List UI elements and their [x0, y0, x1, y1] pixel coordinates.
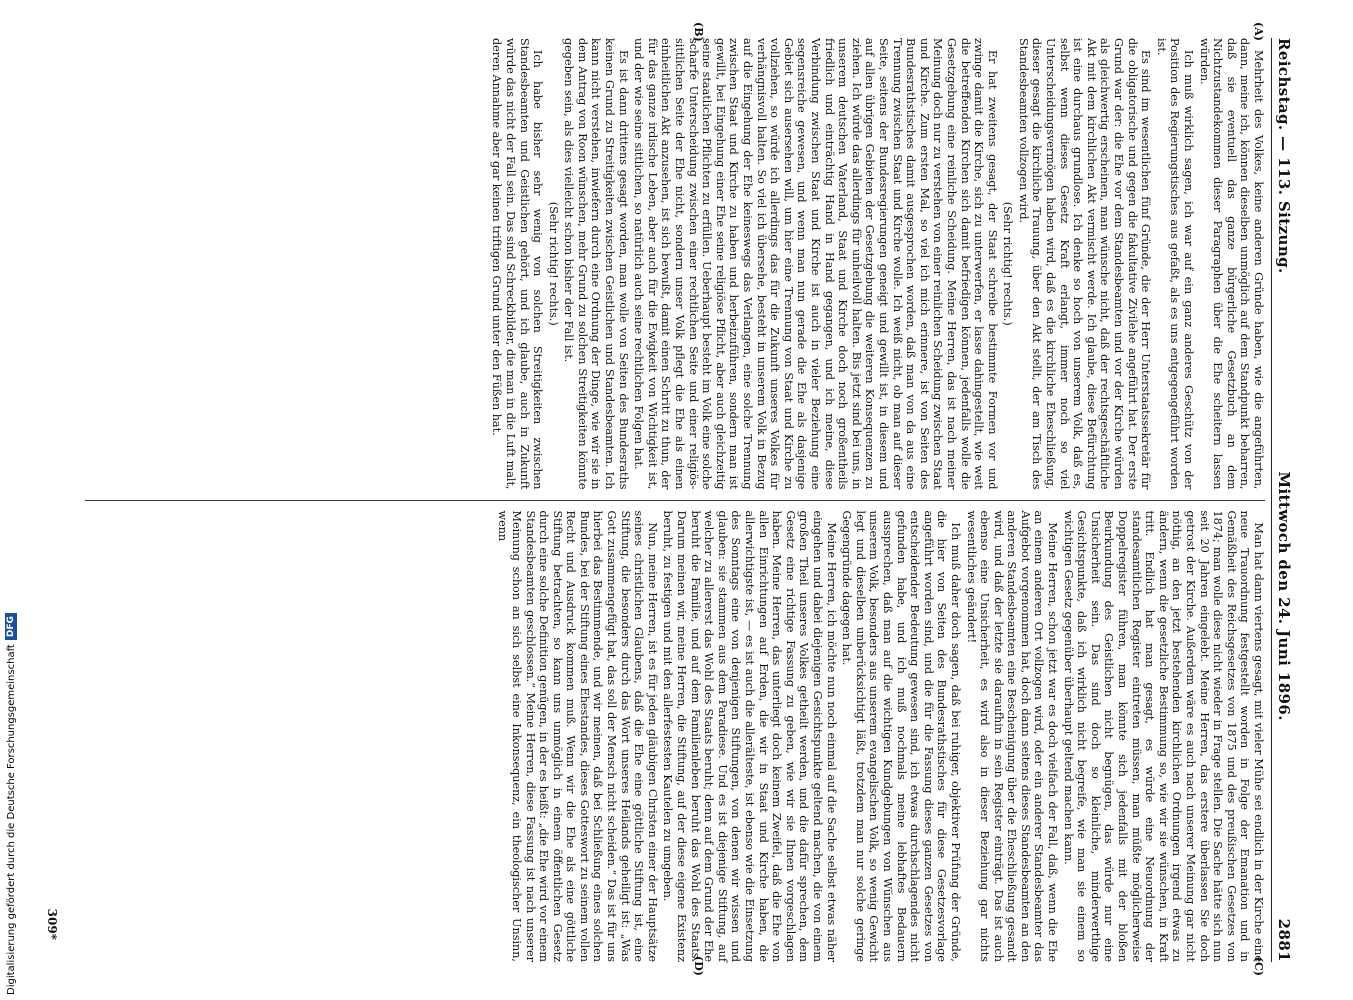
margin-marker-b: (B) [692, 22, 705, 42]
paragraph: Meine Herren, schon jetzt war es doch vielfach der Fall, daß, wenn die Ehe an einem anderen Ort vollzogen wird, oder ein anderer Standesbeamter das Aufgebot vorgenommen hat, doch dann seitens dieses Standesbeamten an den anderen Standesbeamten eine Bescheinigung über die Eheschließung gesandt wird, und daß der letzte sie daraufhin in sein Register einträgt. Das ist auch ebenso eine Unsicherheit, es wird also in dieser Beziehung gar nichts wesentliches geändert! [964, 510, 1060, 962]
digitization-credit [2, 600, 20, 995]
margin-marker-c: (C) [1252, 956, 1265, 976]
margin-marker-a: (A) [1252, 22, 1265, 41]
paragraph: Ich muß wirklich sagen, ich war auf ein ganz anderes Geschütz von der Position des Regierungstisches aus gefaßt, als es uns entgegengeführt worden ist. [1154, 38, 1196, 490]
page-header [1271, 38, 1293, 962]
paragraph: Ich muß daher doch sagen, daß bei ruhiger, objektiver Prüfung der Gründe, die hier von Seiten des Bundesrathstisches für diese Gesetzesvorlage angeführt worden sind, und die für die Fassung dieses ganzen Gesetzes von entscheidender Bedeutung gewesen sind, ich etwas durchschlagendes nicht gefunden habe, und ich muß nochmals meine lebhaftes Bedauern aussprechen, daß man auf die wichtigen Kundgebungen von Wünschen aus unserem Volk, besonders aus unserem evangelischen Volk, so wenig Gewicht legt und dieselben unberücksichtigt läßt, trotzdem man nur solche geringe Gegengründe dagegen hat. [840, 510, 962, 962]
signature-mark: 309* [45, 908, 59, 940]
margin-marker-d: (D) [692, 956, 705, 976]
paragraph: Mehrheit des Volkes, keine anderen Gründe haben, wie die angeführten, dann, meine ich, können dieselben unmöglich auf dem Standpunkt beharren, daß sie eventuell das ganze bürgerliche Gesetzbuch an dem Nichtzustandekommen dieser Paragraphen über die Ehe scheitern lassen würden. [1197, 38, 1265, 490]
paragraph: Es sind im wesentlichen fünf Gründe, die der Herr Unterstaatssekretär für die obligatorische und gegen die fakultative Zivilehe angeführt hat. Der erste Grund war der: die Ehe vor dem Standesbeamten und vor der Kirche würden als gleichwertig erscheinen, man wünsche nicht, daß der rechtsgeschäftliche Akt mit dem kirchlichen Akt vermischt werde. Ich glaube, diese Befürchtung ist eine durchaus grundlose. Ich denke so hoch von unserem Volk, daß es, selbst wenn dieses Gesetz Kraft erlangt, immer noch so viel Unterscheidungsvermögen haben wird, daß es die kirchliche Eheschließung, dieser gesagt die kirchliche Trauung, über den Akt stellt, der am Tisch des Standesbeamten vollzogen wird. [1016, 38, 1153, 490]
text-columns [85, 22, 1265, 976]
header-right: Mittwoch den 24. Juni 1896. [1275, 471, 1293, 721]
left-column [85, 22, 1265, 490]
credit-text: Digitalisierung gefördert durch die Deutsche Forschungsgemeinschaft [5, 644, 17, 995]
paragraph: Meine Herren, ich möchte nun noch einmal auf die Sache selbst etwas näher eingehen und dabei diejenigen Gesichtspunkte geltend machen, die von einem großen Theil unseres Volkes getheilt werden, und die dafür sprechen, dem Gesetz eine richtige Fassung zu geben, wie wir sie Ihnen vorgeschlagen haben. Meine Herren, das unterliegt doch keinem Zweifel, daß die Ehe von allen Einrichtungen auf Erden, die wir in Staat und Kirche haben, die allerwichtigste ist, — es ist auch die allerälteste, ist ebenso wie die Einsetzung des Sonntags eine von denjenigen Stiftungen, von denen wir wissen und glauben: sie stammen aus dem Paradiese. Und es ist diejenige Stiftung, auf welcher zu allererst das Wohl des Staats beruht; denn auf dem Grund der Ehe beruht die Familie, und auf dem Familienleben beruht das Wohl des Staats. Darum meinen wir, meine Herren, die Stiftung, auf der diese eigene Existenz beruht, zu festigen und mit den allerfestesten Kautelen zu umgeben. [661, 510, 838, 962]
paragraph: (Sehr richtig! rechts.) [546, 201, 560, 326]
paragraph: Es ist dann drittens gesagt worden, man wolle von Seiten des Bundesraths keinen Grund zu Streitigkeiten zwischen Geistlichen und Standesbeamten. Ich kann nicht verstehen, inwiefern durch eine Ordnung der Dinge, wie wir sie in dem Antrag von Roon wünschen, mehr Grund zu solchen Streitigkeiten könnte gegeben sein, als dies vielleicht schon bisher der Fall ist. [562, 38, 630, 490]
dfg-logo: DFG [5, 613, 17, 640]
column-divider [85, 500, 1265, 501]
paragraph: Er hat zweitens gesagt, der Staat schreibe bestimmte Formen vor und zwinge damit die Kirche, sich zu unterwerfen, er lasse dahingestellt, wie weit die betreffenden Kirchen sich damit befriedigen können, jedenfalls wolle die Gesetzgebung eine reinliche Scheidung. Meine Herren, das ist nach meiner Meinung doch nur zu verstehen von einer reinlichen Scheidung zwischen Staat und Kirche. Zum ersten Mal, so viel ich mich erinnere, ist von Seiten des Bundesrathstisches damit ausgesprochen worden, daß man von da aus eine Trennung zwischen Staat und Kirche wolle. Ich weiß nicht, ob man auf dieser Seite, seitens der Bundesregierungen geneigt und gewillt ist, in diesem und auf allen übrigen Gebieten der Gesetzgebung die weiteren Konsequenzen zu ziehen. Ich würde das allerdings für unheilvoll halten. Bis jetzt sind bei uns, in unserem deutschen Vaterland, Staat und Kirche doch noch großentheils friedlich und einträchtig Hand in Hand gegangen, und ich meine, diese Verbindung zwischen Staat und Kirche ist auch in vieler Beziehung eine segensreiche gewesen, und wenn man nun gerade die Ehe als dasjenige Gebiet sich ausersehen will, um hier eine Trennung von Staat und Kirche zu vollziehen, so würde ich allerdings das für die Zukunft unseres Volkes für verhängnisvoll halten. So viel ich übersehe, besteht in unserem Volk in Bezug auf die Eingehung der Ehe keineswegs das Verlangen, eine solche Trennung zwischen Staat und Kirche zu haben und herbeizuführen, sondern man ist gewillt, bei Eingehung einer Ehe seine religiöse Pflicht, aber auch gleichzeitig seine staatlichen Pflichten zu erfüllen. Ueberhaupt besteht im Volk eine solche scharfe Unterscheidung zwischen einer rechtlichen Seite und einer religiös-sittlichen Seite der Ehe nicht, sondern unser Volk pflegt die Ehe als einen einheitlichen Akt anzusehen, ist sich bewußt, damit einen Schritt zu thun, der für das ganze irdische Leben, aber auch für die Ewigkeit von Wichtigkeit ist, und der wie seine sittlichen, so natürlich auch seine rechtlichen Folgen hat. [632, 38, 999, 490]
rotated-newspaper-page [45, 20, 1305, 980]
paragraph: Ich habe bisher sehr wenig von solchen Streitigkeiten zwischen Standesbeamten und Geistlichen gehört, und ich glaube, auch in Zukunft würde das nicht der Fall sein. Das sind Schreckbilder, die man in die Luft malt, deren Annahme aber gar keinen triftigen Grund unter den Füßen hat. [490, 38, 545, 490]
header-left: Reichstag. — 113. Sitzung. [1275, 38, 1293, 274]
page-number: 2881 [1275, 918, 1293, 962]
paragraph: (Sehr richtig! rechts.) [1001, 201, 1015, 326]
paragraph: Nun, meine Herren, ist es für jeden gläubigen Christen einer der Hauptsätze seines christlichen Glaubens, daß die Ehe eine göttliche Stiftung ist, eine Stiftung, die besonders durch das Wort unseres Heilands geheiligt ist: „Was Gott zusammengefügt hat, das soll der Mensch nicht scheiden.“ Das ist für uns hierbei das Bestimmende, und wir meinen, daß bei Schließung eines solchen Bundes, bei der Stiftung eines Ehestandes, dieses Gotteswort zu seinem vollen Recht und Ausdruck kommen muß. Wenn wir die Ehe als eine göttliche Stiftung betrachten, so kann uns unmöglich in einem öffentlichen Gesetz durch eine solche Definition genügen, in der es heißt: „die Ehe wird vor einem Standesbeamten geschlossen.“ Meine Herren, diese Fassung ist nach unserer Meinung schon an sich selbst eine Inkonsequenz, ein theologischer Unsinn, wenn [496, 510, 659, 962]
right-column [85, 510, 1265, 976]
paragraph: Man hat dann viertens gesagt, mit vieler Mühe sei endlich in der Kirche eine neue Trauordnung festgestellt worden in Folge der Emanation und in Gemäßheit des Reichsgesetzes von 1875 und des preußischen Gesetzes von 1874; man wolle diese nicht wieder in Frage stellen. Die Sache hätte sich nun seit 20 Jahren eingelebt. Meine Herren, das erstere überlassen Sie doch getrost der Kirche. Außerdem wäre es auch nach unserer Meinung gar nicht nöthig, an den jetzt bestehenden kirchlichen Ordnungen irgend etwas zu ändern, wenn die gesetzliche Bestimmung so, wie wir sie wünschen, in Kraft tritt. Endlich hat man gesagt, es würde eine Neuordnung der standesamtlichen Register eintreten müssen, man müßte möglicherweise Doppelregister führen, man könnte sich jedenfalls mit der bloßen Beurkundung des Geistlichen nicht begnügen, das würde nur eine Unsicherheit sein. Das sind doch so kleinliche, minderwerthige Gesichtspunkte, daß ich wirklich nicht begreife, wie man sie einem so wichtigen Gesetz gegenüber überhaupt geltend machen kann. [1061, 510, 1265, 962]
